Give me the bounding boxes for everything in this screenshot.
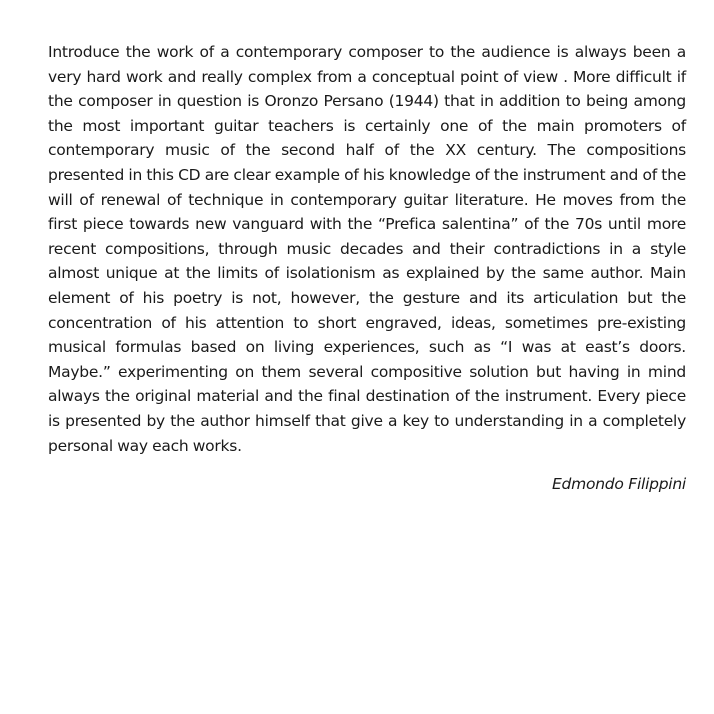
author-signature: Edmondo Filippini	[552, 475, 686, 494]
document-page	[48, 40, 686, 496]
body-paragraph: Introduce the work of a contemporary composer to the audience is always been a very hard work and really complex from a conceptual point of view . More difficult if the composer in question is Oronzo Persano (1944) that in addition to being among the most important guitar teachers is certainly one of the main promoters of contemporary music of the second half of the XX century. The compositions presented in this CD are clear example of his knowledge of the instrument and of the will of renewal of technique in contemporary guitar literature. He moves from the first piece towards new vanguard with the “Prefica salentina” of the 70s until more recent compositions, through music decades and their contradictions in a style almost unique at the limits of isolationism as explained by the same author. Main element of his poetry is not, however, the gesture and its articulation but the concentration of his attention to short engraved, ideas, sometimes pre-existing musical formulas based on living experiences, such as “I was at east’s doors. Maybe.” experimenting on them several compositive solution but having in mind always the original material and the final destination of the instrument. Every piece is presented by the author himself that give a key to understanding in a completely personal way each works.	[48, 43, 686, 455]
